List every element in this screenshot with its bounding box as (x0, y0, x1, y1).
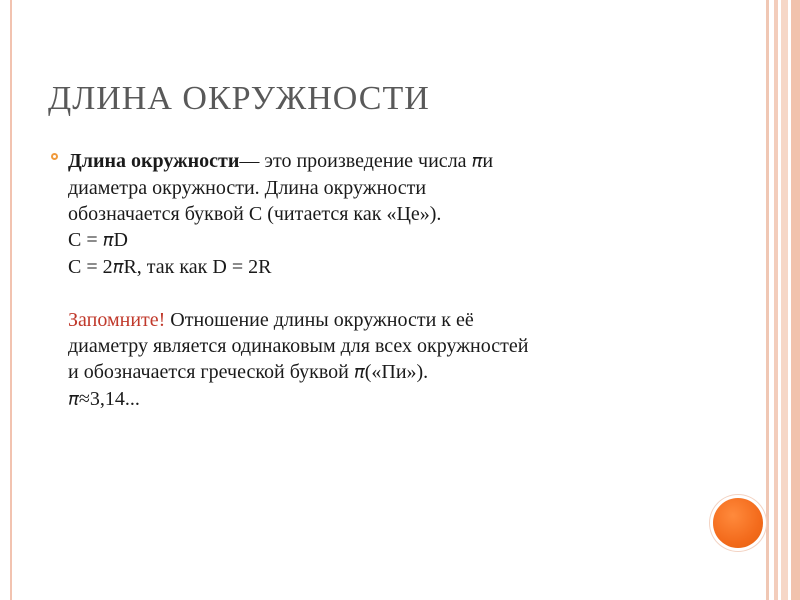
formula-part: R, так как D = 2R (123, 256, 272, 278)
term-circumference: Длина окружности (68, 150, 240, 172)
stripe (791, 0, 800, 600)
remember-line-2: диаметру является одинаковым для всех окружностей (68, 335, 529, 357)
formula-line-1 (68, 227, 728, 254)
formula-line-2 (68, 254, 728, 281)
definition-line-3: обозначается буквой С (читается как «Це»). (68, 203, 442, 225)
remember-text: («Пи»). (364, 361, 429, 383)
definition-line-2: диаметра окружности. Длина окружности (68, 177, 427, 199)
formula-part: С = 2 (68, 256, 113, 278)
definition-line-1 (68, 148, 728, 175)
pi-symbol: π (68, 389, 79, 410)
slide-title: ДЛИНА ОКРУЖНОСТИ (48, 80, 430, 117)
paragraph-gap (68, 281, 728, 307)
stripe (781, 0, 788, 600)
definition-text: — это произведение числа (239, 150, 472, 172)
right-decorative-stripes (764, 0, 800, 600)
remember-line-1 (68, 307, 728, 333)
formula-part: D (113, 229, 128, 251)
remember-text: Отношение длины окружности к её (165, 309, 474, 331)
pi-symbol: π (471, 151, 483, 172)
left-decorative-rule (10, 0, 12, 600)
remember-text: и обозначается греческой буквой (68, 361, 354, 383)
pi-symbol: π (102, 230, 114, 251)
decorative-orange-circle (713, 498, 763, 548)
pi-symbol: π (353, 362, 365, 383)
pi-approximation (68, 386, 728, 413)
pi-symbol: π (112, 257, 124, 278)
slide-body (68, 148, 728, 413)
pi-value: ≈3,14... (78, 388, 140, 410)
bullet-circle-icon (51, 153, 58, 160)
definition-text-end: и (482, 150, 494, 172)
formula-part: С = (68, 229, 103, 251)
remember-line-3 (68, 359, 728, 386)
remember-label: Запомните! (68, 309, 166, 331)
